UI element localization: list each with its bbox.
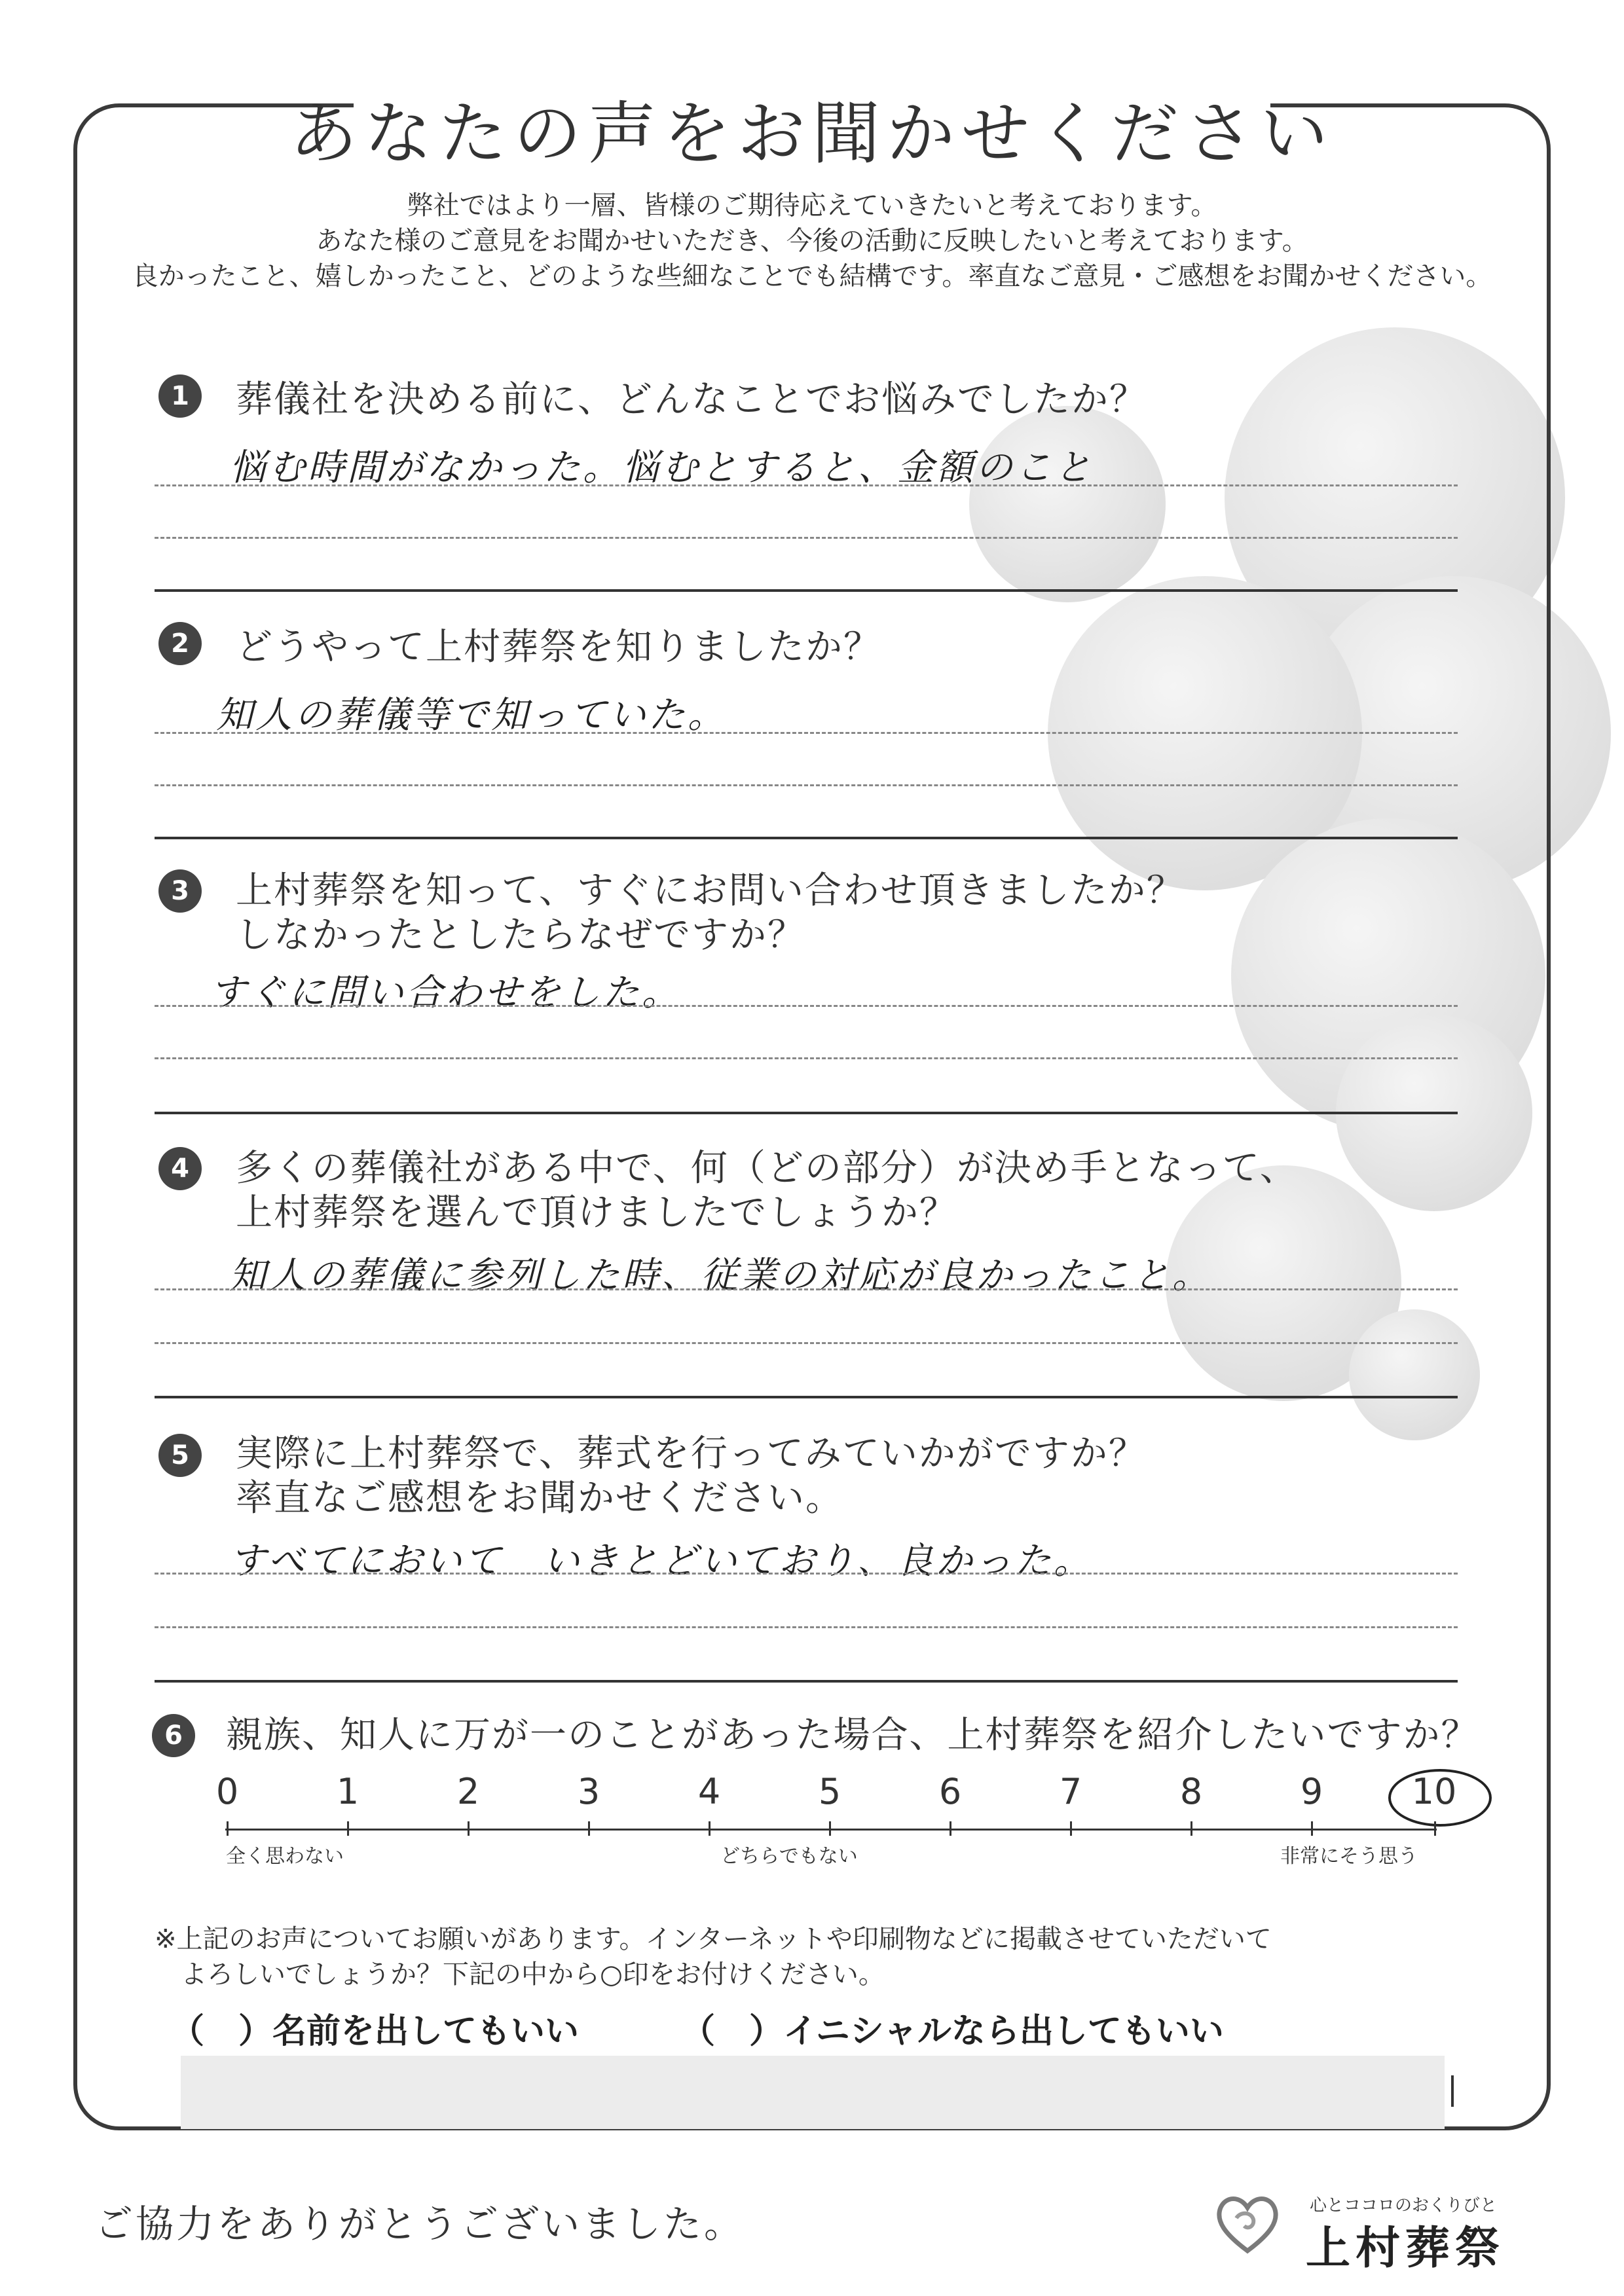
answer-line <box>155 784 1458 786</box>
scale-tick <box>1434 1821 1436 1836</box>
scale-4[interactable]: 4 <box>697 1771 721 1812</box>
answer-line <box>155 1573 1458 1575</box>
answer-1[interactable]: 悩む時間がなかった。悩むとすると、金額のこと <box>229 446 1094 489</box>
intro-line-1: 弊社ではより一層、皆様のご期待応えていきたいと考えております。 <box>407 191 1217 221</box>
question-3-text-line-1: 上村葬祭を知って、すぐにお問い合わせ頂きましたか？ <box>236 869 1185 912</box>
scale-tick <box>1311 1821 1313 1836</box>
question-1-number: 1 <box>158 374 202 418</box>
selected-circle <box>1388 1769 1492 1827</box>
answer-5[interactable]: すべてにおいて いきとどいており、良かった。 <box>229 1540 1093 1582</box>
scale-10[interactable]: 10 <box>1411 1771 1457 1812</box>
brand-tagline: 心とココロのおくりびと <box>1310 2196 1498 2215</box>
question-2-text: どうやって上村葬祭を知りましたか？ <box>236 626 881 668</box>
question-2-number: 2 <box>158 622 202 665</box>
scale-label-low: 全く思わない <box>226 1845 344 1868</box>
answer-2[interactable]: 知人の葬儀等で知っていた。 <box>216 694 727 737</box>
brand-name: 上村葬祭 <box>1306 2223 1505 2274</box>
question-4-number: 4 <box>158 1147 202 1190</box>
redacted-signature-area <box>181 2056 1445 2129</box>
scale-5[interactable]: 5 <box>818 1771 841 1812</box>
question-4-text-line-2: 上村葬祭を選んで頂けましたでしょうか？ <box>236 1192 957 1234</box>
question-4-text-line-1: 多くの葬儀社がある中で、何（どの部分）が決め手となって、 <box>236 1147 1298 1190</box>
thanks-message: ご協力をありがとうございました。 <box>95 2202 745 2246</box>
answer-line <box>155 484 1458 486</box>
scale-1[interactable]: 1 <box>336 1771 360 1812</box>
question-5-text-line-1: 実際に上村葬祭で、葬式を行ってみていかがですか？ <box>236 1432 1147 1475</box>
field-end-mark <box>1451 2075 1454 2107</box>
question-1-text: 葬儀社を決める前に、どんなことでお悩みでしたか？ <box>236 378 1147 421</box>
answer-4[interactable]: 知人の葬儀に参列した時、従業の対応が良かったこと。 <box>229 1254 1211 1297</box>
answer-line <box>155 1342 1458 1344</box>
scale-label-high: 非常にそう思う <box>1280 1845 1418 1868</box>
question-6-text: 親族、知人に万が一のことがあった場合、上村葬祭を紹介したいですか？ <box>226 1714 1479 1757</box>
intro-line-3: 良かったこと、嬉しかったこと、どのような些細なことでも結構です。率直なご意見・ご感想をお聞かせください。 <box>132 261 1492 291</box>
scale-2[interactable]: 2 <box>456 1771 480 1812</box>
section-divider <box>155 837 1458 839</box>
page-title: あなたの声をお聞かせください <box>289 94 1335 173</box>
section-divider <box>155 1680 1458 1683</box>
section-divider <box>155 589 1458 592</box>
scale-tick <box>1190 1821 1192 1836</box>
intro-line-2: あなた様のご意見をお聞かせいただき、今後の活動に反映したいと考えております。 <box>316 226 1308 256</box>
option-name[interactable]: （ ）名前を出してもいい <box>170 2012 580 2051</box>
scale-tick <box>709 1821 710 1836</box>
scale-6[interactable]: 6 <box>938 1771 962 1812</box>
section-divider <box>155 1396 1458 1398</box>
scale-tick <box>950 1821 951 1836</box>
question-6-number: 6 <box>152 1714 195 1757</box>
scale-9[interactable]: 9 <box>1300 1771 1323 1812</box>
option-initials[interactable]: （ ）イニシャルなら出してもいい <box>681 2012 1224 2051</box>
answer-line <box>155 1626 1458 1628</box>
scale-0[interactable]: 0 <box>215 1771 239 1812</box>
scale-8[interactable]: 8 <box>1179 1771 1203 1812</box>
question-5-number: 5 <box>158 1434 202 1477</box>
scale-label-mid: どちらでもない <box>720 1845 858 1868</box>
scale-7[interactable]: 7 <box>1059 1771 1082 1812</box>
answer-line <box>155 1057 1458 1059</box>
scale-3[interactable]: 3 <box>577 1771 600 1812</box>
consent-note-line-2: よろしいでしょうか？下記の中から○印をお付けください。 <box>181 1959 885 1990</box>
answer-line <box>155 537 1458 539</box>
answer-line <box>155 732 1458 734</box>
scale-axis <box>225 1829 1437 1831</box>
scale-tick <box>227 1821 229 1836</box>
question-5-text-line-2: 率直なご感想をお聞かせください。 <box>236 1477 843 1520</box>
scale-tick <box>829 1821 831 1836</box>
scale-tick <box>588 1821 590 1836</box>
heart-logo-icon <box>1211 2187 1283 2259</box>
question-3-number: 3 <box>158 869 202 913</box>
scale-tick <box>468 1821 470 1836</box>
scale-tick <box>1070 1821 1072 1836</box>
answer-3[interactable]: すぐに問い合わせをした。 <box>210 972 681 1014</box>
consent-note-line-1: ※上記のお声についてお願いがあります。インターネットや印刷物などに掲載させていただいて <box>155 1924 1272 1954</box>
scale-tick <box>347 1821 349 1836</box>
section-divider <box>155 1112 1458 1114</box>
question-3-text-line-2: しなかったとしたらなぜですか？ <box>236 914 805 957</box>
answer-line <box>155 1288 1458 1290</box>
answer-line <box>155 1005 1458 1007</box>
